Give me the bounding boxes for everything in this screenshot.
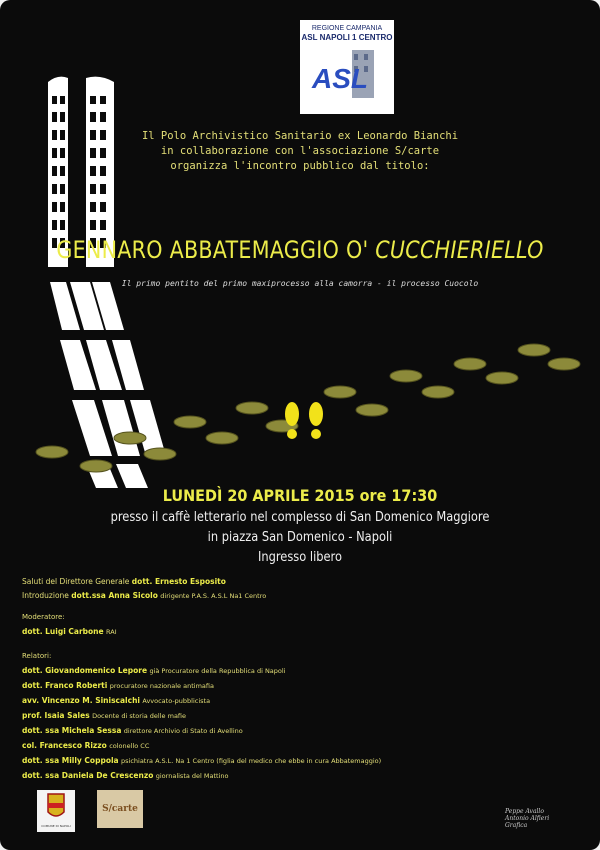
speakers-label: Relatori: xyxy=(22,652,52,660)
speaker-role: già Procuratore della Repubblica di Napoli xyxy=(149,667,286,675)
speaker-role: colonello CC xyxy=(109,742,150,750)
asl-logo-graphic xyxy=(308,46,386,108)
moderator-name: dott. Luigi Carbone xyxy=(22,627,104,636)
greeting-prefix: Introduzione xyxy=(22,591,69,600)
speaker-name: dott. ssa Daniela De Crescenzo xyxy=(22,771,154,780)
speaker-item xyxy=(22,666,286,675)
designer-credit xyxy=(505,808,549,829)
speaker-name: dott. Giovandomenico Lepore xyxy=(22,666,148,675)
event-title-main: GENNARO ABBATEMAGGIO O' xyxy=(56,236,369,264)
asl-logo-brand: ASL xyxy=(312,63,368,94)
asl-logo xyxy=(300,20,394,114)
speaker-item xyxy=(22,696,210,705)
intro-line-3: organizza l'incontro pubblico dal titolo: xyxy=(170,160,430,172)
coat-of-arms-icon xyxy=(37,790,75,832)
event-subtitle: Il primo pentito del primo maxiprocesso alla camorra - il processo Cuocolo xyxy=(121,279,479,288)
venue-line-1: presso il caffè letterario nel complesso di San Domenico Maggiore xyxy=(110,510,490,525)
credit-line-1: Peppe Avallo xyxy=(505,808,544,815)
asl-logo-name: ASL NAPOLI 1 CENTRO xyxy=(301,33,393,42)
event-title xyxy=(42,236,558,264)
speaker-name: dott. Franco Roberti xyxy=(22,681,108,690)
speaker-name: avv. Vincenzo M. Siniscalchi xyxy=(22,696,140,705)
credit-line-2: Antonio Alfieri xyxy=(505,815,550,822)
speaker-item xyxy=(22,711,186,720)
greeting-prefix: Saluti del Direttore Generale xyxy=(22,577,130,586)
speaker-role: procuratore nazionale antimafia xyxy=(109,682,214,690)
comune-napoli-logo xyxy=(37,790,75,832)
credit-line-3: Grafica xyxy=(505,822,528,829)
speaker-item xyxy=(22,681,214,690)
speaker-name: prof. Isaia Sales xyxy=(22,711,90,720)
comune-label: COMUNE DI NAPOLI xyxy=(41,824,71,828)
speaker-item xyxy=(22,726,243,735)
venue-line-2: in piazza San Domenico - Napoli xyxy=(207,530,393,545)
moderator-label: Moderatore: xyxy=(22,613,65,621)
event-date: LUNEDÌ 20 APRILE 2015 ore 17:30 xyxy=(162,486,438,505)
speaker-name: dott. ssa Michela Sessa xyxy=(22,726,122,735)
speaker-role: Docente di storia delle mafie xyxy=(92,712,187,720)
speaker-item xyxy=(22,756,381,765)
event-title-italic: CUCCHIERIELLO xyxy=(375,236,544,264)
speaker-item xyxy=(22,771,229,780)
speaker-role: psichiatra A.S.L. Na 1 Centro (figlia del medico che ebbe in cura Abbatemaggio) xyxy=(121,757,382,765)
scarte-logo: S/carte xyxy=(97,790,143,828)
speaker-name: dott. ssa Milly Coppola xyxy=(22,756,119,765)
entry-info: Ingresso libero xyxy=(257,550,343,565)
intro-line-2: in collaborazione con l'associazione S/carte xyxy=(160,145,440,157)
greeting-name: dott.ssa Anna Sicolo xyxy=(71,591,158,600)
moderator-entry xyxy=(22,627,117,636)
footprints-graphic xyxy=(30,330,600,480)
speaker-role: direttore Archivio di Stato di Avellino xyxy=(123,727,243,735)
speaker-role: Avvocato-pubblicista xyxy=(142,697,211,705)
greeting-introduction xyxy=(22,591,266,600)
greeting-director xyxy=(22,577,226,586)
moderator-role: RAI xyxy=(106,628,117,636)
speaker-item xyxy=(22,741,149,750)
greeting-role: dirigente P.A.S. A.S.L Na1 Centro xyxy=(160,592,267,600)
speaker-name: col. Francesco Rizzo xyxy=(22,741,107,750)
speaker-role: giornalista del Mattino xyxy=(155,772,229,780)
greeting-name: dott. Ernesto Esposito xyxy=(131,577,226,586)
asl-logo-region: REGIONE CAMPANIA xyxy=(311,25,383,32)
intro-line-1: Il Polo Archivistico Sanitario ex Leonardo Bianchi xyxy=(141,130,459,142)
